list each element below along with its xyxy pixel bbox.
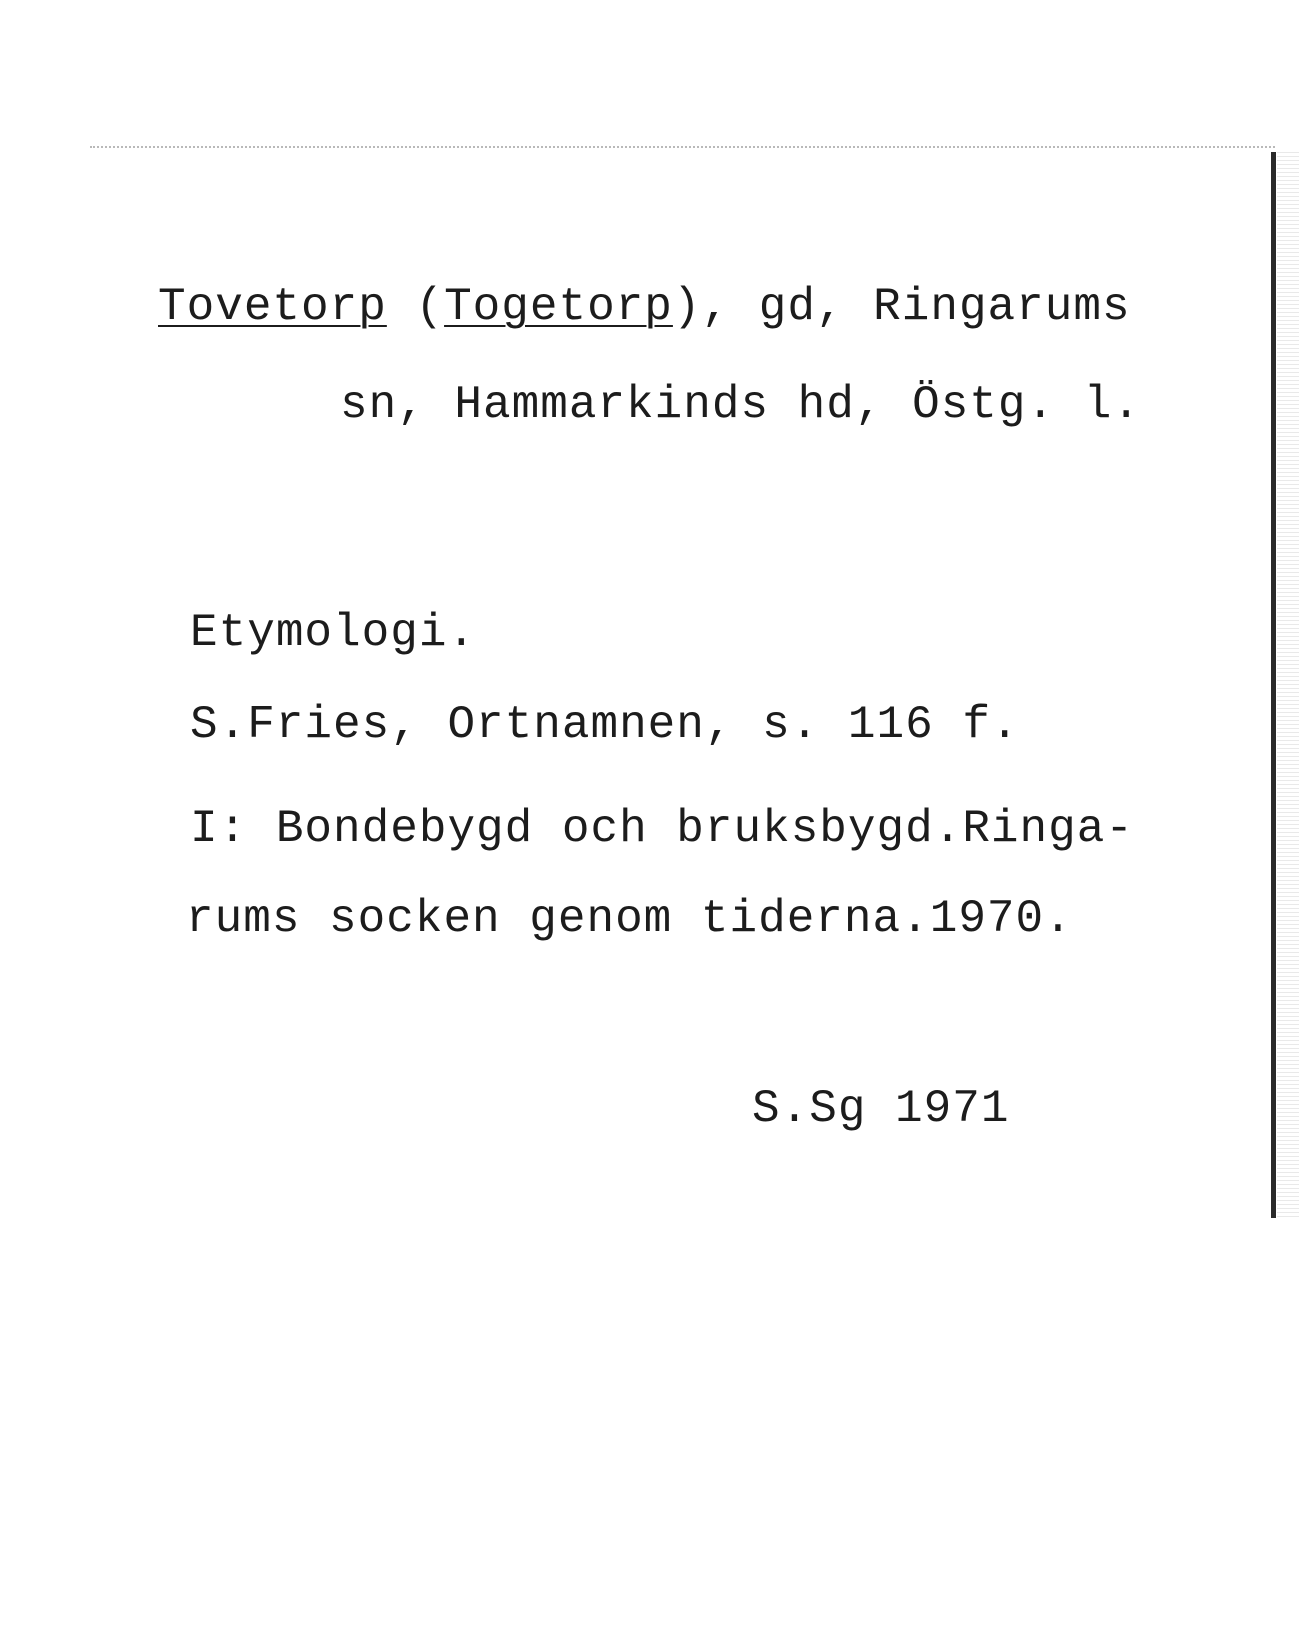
heading-line — [158, 281, 1131, 333]
card-right-edge — [1271, 152, 1276, 1218]
source-line-1: I: Bondebygd och bruksbygd.Ringa- — [190, 803, 1134, 855]
source-line-2: rums socken genom tiderna.1970. — [186, 893, 1073, 945]
card-right-shadow — [1277, 152, 1299, 1218]
heading-paren-open: ( — [386, 281, 445, 333]
signature: S.Sg 1971 — [752, 1083, 1010, 1135]
section-title: Etymologi. — [190, 607, 477, 659]
location-line: sn, Hammarkinds hd, Östg. l. — [340, 379, 1141, 431]
place-name: Tovetorp — [158, 281, 387, 333]
card-top-edge — [90, 146, 1275, 148]
heading-rest: ), gd, Ringarums — [672, 281, 1131, 333]
alternate-name: Togetorp — [444, 281, 673, 333]
reference-line: S.Fries, Ortnamnen, s. 116 f. — [190, 699, 1020, 751]
